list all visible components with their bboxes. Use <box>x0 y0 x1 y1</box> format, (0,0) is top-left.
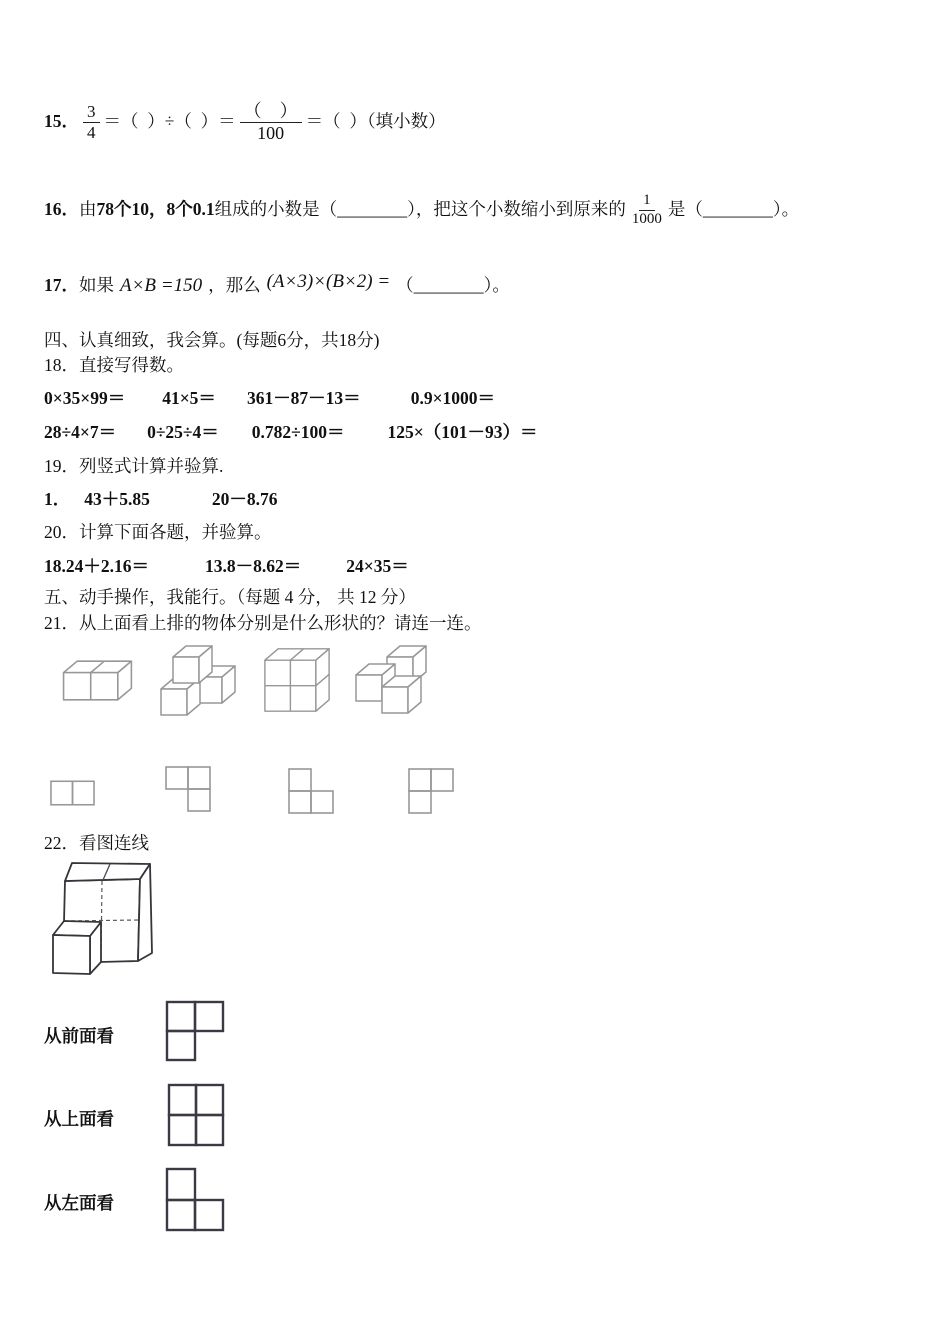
expression: 0×35×99＝ <box>44 388 126 408</box>
problem-17-text-3: （________）。 <box>396 275 510 296</box>
top-view-shape <box>167 1083 225 1147</box>
problem-16-text-2: 组成的小数是（________），把这个小数缩小到原来的 <box>214 199 626 220</box>
problem-16 <box>44 184 799 236</box>
problem-18-number: 18． <box>44 355 79 375</box>
problem-17-text-1: 如果 <box>79 275 114 296</box>
fraction-blank-100: $\frac{( )}{100}$ <box>240 101 302 143</box>
expression: 13.8－8.62＝ <box>205 556 302 576</box>
expression: 0÷25÷4＝ <box>147 422 219 442</box>
problem-16-numbers: 78个10，8个0.1 <box>96 199 215 220</box>
left-view-shape <box>165 1167 226 1232</box>
step-solid-figure <box>48 858 206 983</box>
problem-17-math-2: (A×3)×(B×2) = <box>266 271 391 293</box>
problem-18-row-1 <box>44 388 495 410</box>
problem-15-number: 15． <box>44 111 79 132</box>
expression: 0.782÷100＝ <box>251 422 345 442</box>
plan-shape-2 <box>165 766 212 813</box>
problem-15-eq1: ＝（ ）÷（ ）＝ <box>103 111 236 132</box>
expression: 43＋5.85 <box>84 489 150 509</box>
problem-19-number: 19． <box>44 456 79 476</box>
problem-17-math-1: A×B =150 <box>120 275 203 297</box>
left-view-label: 从左面看 <box>44 1193 114 1213</box>
top-view-label: 从上面看 <box>44 1109 114 1129</box>
problem-16-text-3: 是（________）。 <box>667 199 800 220</box>
problem-18-row-2 <box>44 422 538 444</box>
problem-19-items <box>44 489 278 511</box>
problem-21-number: 21． <box>44 613 79 633</box>
front-view-shape <box>165 1000 226 1062</box>
problem-17-number: 17． <box>44 275 79 296</box>
problem-21-title: 21． 从上面看上排的物体分别是什么形状的？请连一连。 <box>44 613 482 633</box>
cube-figure-3 <box>262 646 332 714</box>
fraction-3-4: $\frac{3}{4}$ <box>83 102 100 142</box>
problem-20-title: 20． 计算下面各题，并验算。 <box>44 522 272 542</box>
expression: 361－87－13＝ <box>246 388 361 408</box>
item-number: 1． <box>44 489 71 509</box>
expression: 125×（101－93）＝ <box>387 422 538 442</box>
problem-15 <box>44 93 446 151</box>
problem-22-number: 22． <box>44 833 79 853</box>
problem-16-number: 16． <box>44 199 79 220</box>
problem-18-title: 18． 直接写得数。 <box>44 355 184 375</box>
expression: 28÷4×7＝ <box>44 422 117 442</box>
problem-16-text-1: 由 <box>79 199 97 220</box>
expression: 24×35＝ <box>346 556 409 576</box>
problem-20-number: 20． <box>44 522 79 542</box>
problem-22-title: 22． 看图连线 <box>44 833 149 853</box>
problem-19-title: 19． 列竖式计算并验算. <box>44 456 224 476</box>
problem-17 <box>44 266 510 306</box>
cube-figure-4 <box>353 643 433 717</box>
plan-shape-4 <box>408 768 455 815</box>
problem-15-eq2: ＝（ ）（填小数） <box>305 111 446 132</box>
expression: 0.9×1000＝ <box>410 388 496 408</box>
cube-figure-2 <box>158 643 238 719</box>
front-view-label: 从前面看 <box>44 1026 114 1046</box>
fraction-1-1000: $\frac{1}{1000}$ <box>631 192 662 227</box>
cube-figure-1 <box>60 657 136 705</box>
problem-20-items <box>44 556 409 578</box>
problem-17-text-2: ，那么 <box>208 275 261 296</box>
expression: 18.24＋2.16＝ <box>44 556 149 576</box>
section-4-heading: 四、认真细致，我会算。(每题6分，共18分) <box>44 330 380 350</box>
plan-shape-1 <box>50 780 95 807</box>
expression: 41×5＝ <box>162 388 216 408</box>
plan-shape-3 <box>288 768 335 815</box>
expression: 20－8.76 <box>211 489 278 509</box>
section-5-heading: 五、动手操作，我能行。（每题 4 分， 共 12 分） <box>44 587 416 607</box>
